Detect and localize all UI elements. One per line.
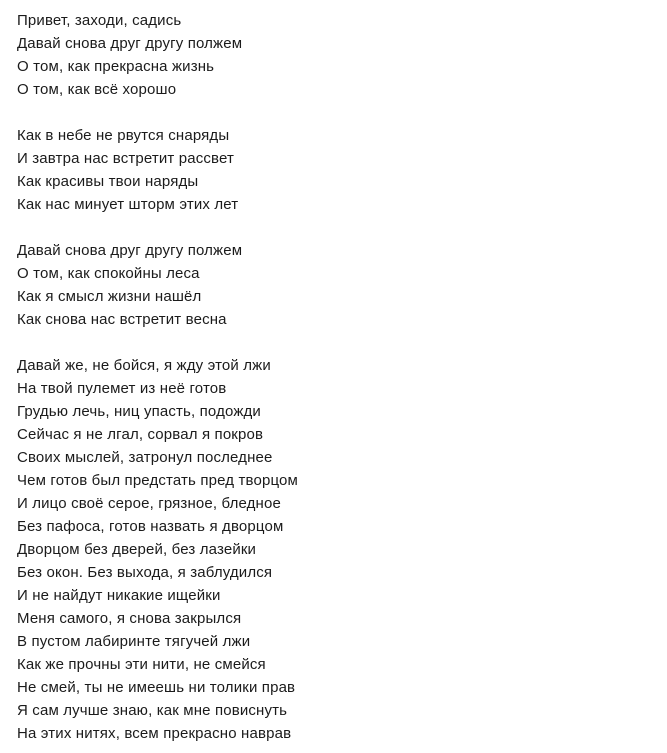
poem-line: Как красивы твои наряды <box>17 173 199 190</box>
stanza-4 <box>17 354 298 745</box>
poem-line: Чем готов был предстать пред творцом <box>17 472 298 489</box>
poem-line: Я сам лучше знаю, как мне повиснуть <box>17 702 288 719</box>
stanza-2 <box>17 124 298 216</box>
poem-line: Своих мыслей, затронул последнее <box>17 449 273 466</box>
stanza-1 <box>17 9 298 101</box>
poem-line: На этих нитях, всем прекрасно наврав <box>17 725 292 742</box>
poem-line: О том, как спокойны леса <box>17 265 200 282</box>
poem-line: Давай же, не бойся, я жду этой лжи <box>17 357 271 374</box>
poem-line: В пустом лабиринте тягучей лжи <box>17 633 251 650</box>
poem-line: Давай снова друг другу полжем <box>17 35 243 52</box>
poem-line: И лицо своё серое, грязное, бледное <box>17 495 281 512</box>
poem-line: Как же прочны эти нити, не смейся <box>17 656 266 673</box>
poem-line: Как снова нас встретит весна <box>17 311 227 328</box>
poem-line: Давай снова друг другу полжем <box>17 242 243 259</box>
poem-line: Привет, заходи, садись <box>17 12 182 29</box>
stanza-3 <box>17 239 298 331</box>
poem-line: О том, как всё хорошо <box>17 81 177 98</box>
poem-text <box>17 9 298 745</box>
poem-line: Как нас минует шторм этих лет <box>17 196 239 213</box>
poem-line: Не смей, ты не имеешь ни толики прав <box>17 679 296 696</box>
poem-line: Дворцом без дверей, без лазейки <box>17 541 257 558</box>
poem-line: Как я смысл жизни нашёл <box>17 288 202 305</box>
poem-line: И завтра нас встретит рассвет <box>17 150 235 167</box>
poem-line: И не найдут никакие ищейки <box>17 587 221 604</box>
poem-line: Грудью лечь, ниц упасть, подожди <box>17 403 261 420</box>
poem-line: Как в небе не рвутся снаряды <box>17 127 230 144</box>
poem-line: Без пафоса, готов назвать я дворцом <box>17 518 284 535</box>
poem-line: Меня самого, я снова закрылся <box>17 610 242 627</box>
poem-line: На твой пулемет из неё готов <box>17 380 227 397</box>
poem-line: Сейчас я не лгал, сорвал я покров <box>17 426 264 443</box>
poem-line: Без окон. Без выхода, я заблудился <box>17 564 273 581</box>
poem-line: О том, как прекрасна жизнь <box>17 58 215 75</box>
